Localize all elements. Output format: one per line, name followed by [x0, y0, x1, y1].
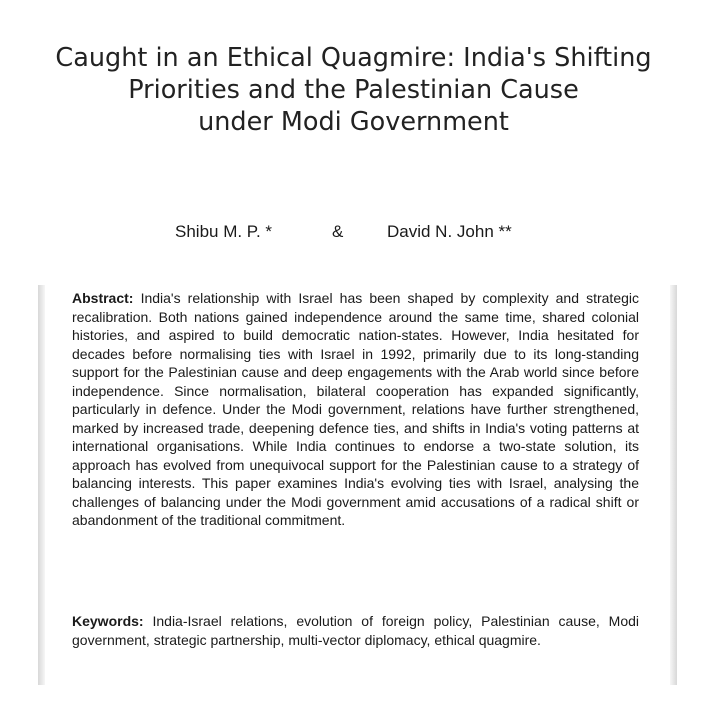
abstract-text: India's relationship with Israel has been shaped by complexity and strategic recalibration. Both nations gained independence around the same time, shared colonial histories, and aspired to build democratic nation-states. However, India hesitated for decades before normalising ties with Israel in 1992, primarily due to its long-standing support for the Palestinian cause and deep engagements with the Arab world since before independence. Since normalisation, bilateral cooperation has expanded significantly, particularly in defence. Under the Modi government, relations have further strengthened, marked by increased trade, deepening defence ties, and shifts in India's voting patterns at international organisations. While India continues to endorse a two-state solution, its approach has evolved from unequivocal support for the Palestinian cause to a strategy of balancing interests. This paper examines India's evolving ties with Israel, analysing the challenges of balancing under the Modi government amid accusations of a radical shift or abandonment of the traditional commitment. [72, 290, 639, 528]
paper-title [20, 42, 687, 138]
abstract-frame-right [670, 285, 677, 685]
title-line-2: Priorities and the Palestinian Cause [128, 75, 579, 105]
abstract-frame-left [38, 285, 45, 685]
author-separator: & [332, 222, 344, 241]
author-first: Shibu M. P. * [175, 222, 273, 241]
abstract-paragraph [72, 289, 639, 530]
author-second: David N. John ** [387, 222, 512, 241]
keywords-label: Keywords: [72, 613, 144, 629]
keywords-text: India-Israel relations, evolution of foreign policy, Palestinian cause, Modi government, strategic partnership, multi-vector diplomacy, ethical quagmire. [72, 613, 639, 648]
title-line-1: Caught in an Ethical Quagmire: India's Shifting [55, 43, 652, 73]
title-line-3: under Modi Government [198, 107, 509, 137]
author-line [0, 222, 707, 244]
abstract-label: Abstract: [72, 290, 134, 306]
keywords-paragraph [72, 612, 639, 649]
